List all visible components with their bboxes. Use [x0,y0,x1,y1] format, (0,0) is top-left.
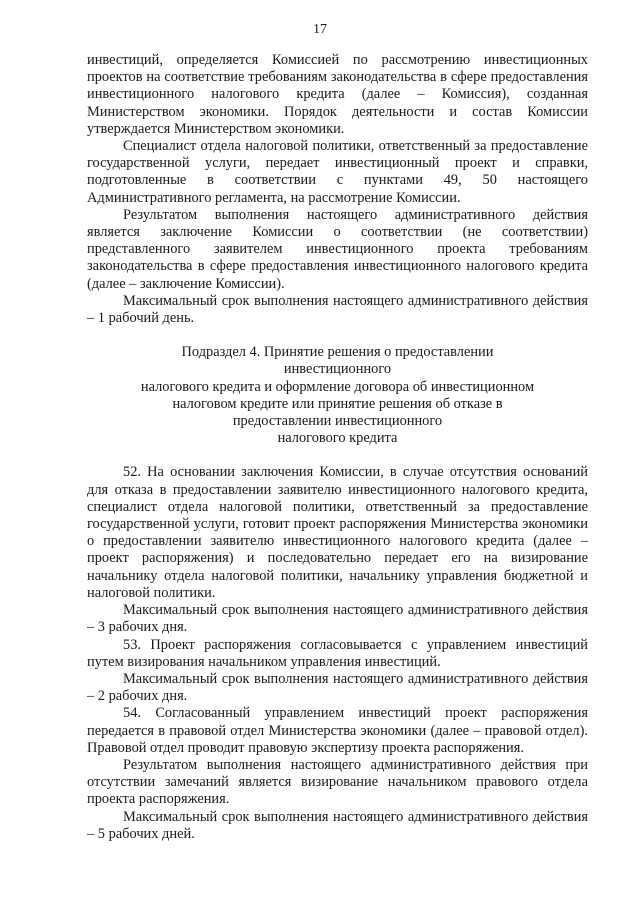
page-number: 17 [313,22,327,37]
paragraph: Результатом выполнения настоящего административного действия при отсутствии замечаний является визирование начальником правового отдела проекта распоряжения. [87,756,588,808]
heading-line: налогового кредита [277,430,398,447]
paragraph: Максимальный срок выполнения настоящего административного действия – 3 рабочих дня. [87,602,588,636]
paragraph: 54. Согласованный управлением инвестиций проект распоряжения передается в правовой отдел Министерства экономики (далее – правовой отдел). Правовой отдел проводит правовую экспертизу проекта распоряжения. [87,705,588,756]
paragraph: 52. На основании заключения Комиссии, в случае отсутствия оснований для отказа в предоставлении заявителю инвестиционного налогового кредита, специалист отдела налоговой политики, ответственный за предоставление государственной услуги, готовит проект распоряжения Министерства экономики о предоставлении заявителю инвестиционного налогового кредита (далее – проект распоряжения) и последовательно передает его на визирование начальнику отдела налоговой политики, начальнику управления бюджетной и налоговой политики. [87,464,588,601]
heading-line: Подраздел 4. Принятие решения о предоставлении инвестиционного [181,344,494,378]
heading-line: налогового кредита и оформление договора об инвестиционном [140,378,535,395]
paragraph: Результатом выполнения настоящего административного действия является заключение Комиссии о соответствии (не соответствии) представленного заявителем инвестиционного проекта требованиям законодательства в сфере предоставления инвестиционного налогового кредита (далее – заключение Комиссии). [87,206,588,292]
paragraph: Специалист отдела налоговой политики, ответственный за предоставление государственной услуги, передает инвестиционный проект и справки, подготовленные в соответствии с пунктами 49, 50 настоящего Административного регламента, на рассмотрение Комиссии. [87,138,588,206]
heading-line: предоставлении инвестиционного [232,413,443,430]
paragraph: Максимальный срок выполнения настоящего административного действия – 1 рабочий день. [87,292,588,327]
document-body [87,52,588,843]
subsection-heading [87,344,588,447]
paragraph: Максимальный срок выполнения настоящего административного действия – 5 рабочих дней. [87,808,588,842]
paragraph: инвестиций, определяется Комиссией по рассмотрению инвестиционных проектов на соответствие требованиям законодательства в сфере предоставления инвестиционного налогового кредита (далее – Комиссия), созданная Министерством экономики. Порядок деятельности и состав Комиссии утверждается Министерством экономики. [87,52,588,137]
paragraph: 53. Проект распоряжения согласовывается с управлением инвестиций путем визирования начальником управления инвестиций. [87,636,588,670]
heading-line: налоговом кредите или принятие решения об отказе в [172,395,503,412]
paragraph: Максимальный срок выполнения настоящего административного действия – 2 рабочих дня. [87,670,588,705]
